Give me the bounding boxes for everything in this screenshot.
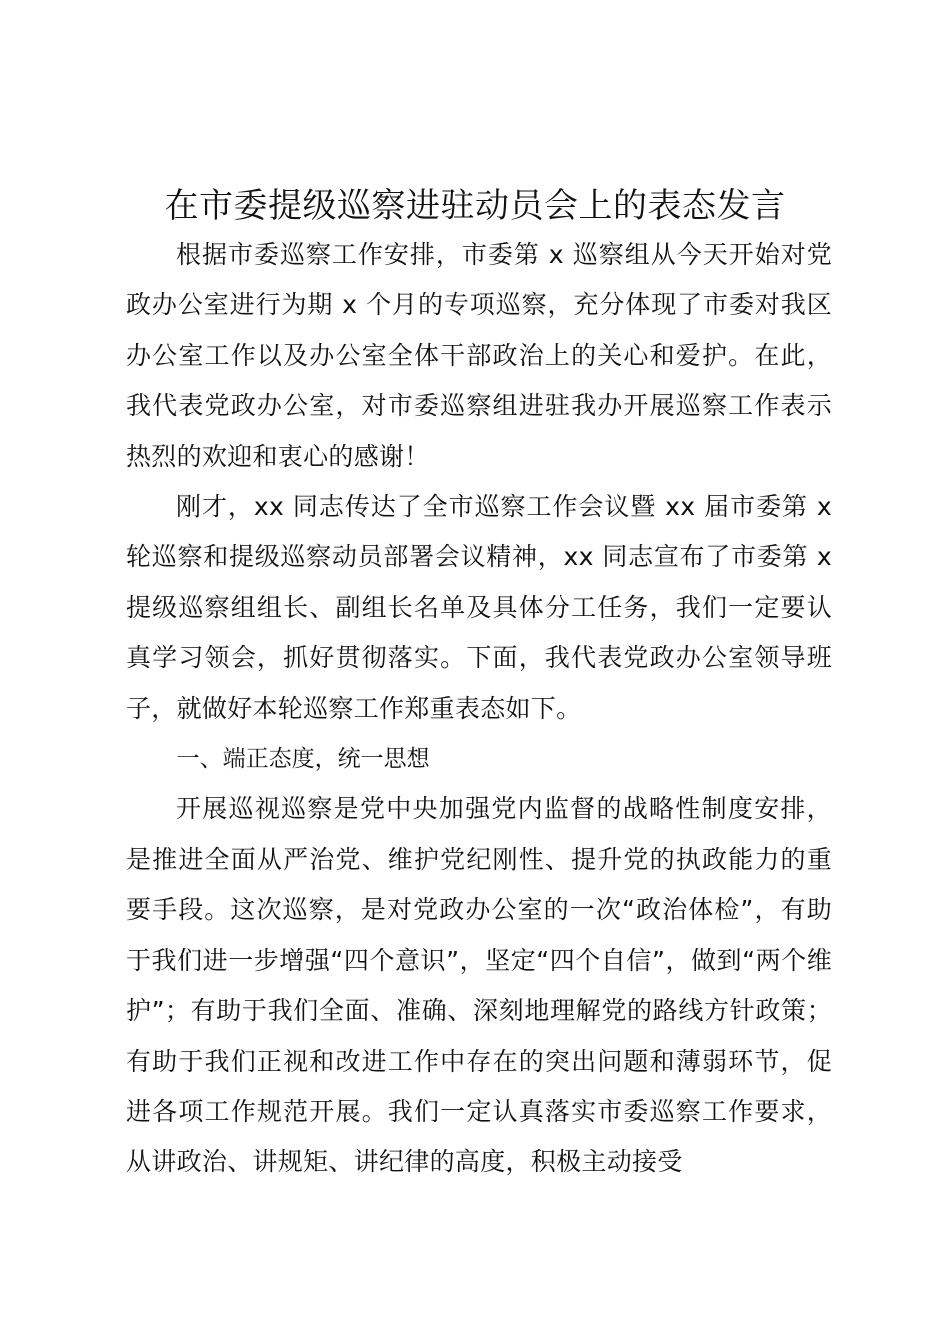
paragraph-meeting-summary: 刚才，xx 同志传达了全市巡察工作会议暨 xx 届市委第 x 轮巡察和提级巡察动员部署会议精神，xx 同志宣布了市委第 x 提级巡察组组长、副组长名单及具体分工任务，我们一定要认真学习领会，抓好贯彻落实。下面，我代表党政办公室领导班子，就做好本轮巡察工作郑重表态如下。 <box>126 492 832 723</box>
document-body <box>126 230 832 1188</box>
section-heading-1: 一、端正态度，统一思想 <box>176 746 430 773</box>
paragraph-intro: 根据市委巡察工作安排，市委第 x 巡察组从今天开始对党政办公室进行为期 x 个月的专项巡察，充分体现了市委对我区办公室工作以及办公室全体干部政治上的关心和爱护。在此，我代表党政办公室，对市委巡察组进驻我办开展巡察工作表示热烈的欢迎和衷心的感谢！ <box>126 240 832 471</box>
paragraph-section-1: 开展巡视巡察是党中央加强党内监督的战略性制度安排，是推进全面从严治党、维护党纪刚性、提升党的执政能力的重要手段。这次巡察，是对党政办公室的一次“政治体检”，有助于我们进一步增强“四个意识”，坚定“四个自信”，做到“两个维护”；有助于我们全面、准确、深刻地理解党的路线方针政策；有助于我们正视和改进工作中存在的突出问题和薄弱环节，促进各项工作规范开展。我们一定认真落实市委巡察工作要求，从讲政治、讲规矩、讲纪律的高度，积极主动接受 <box>126 794 832 1177</box>
document-title: 在市委提级巡察进驻动员会上的表态发言 <box>164 186 786 226</box>
